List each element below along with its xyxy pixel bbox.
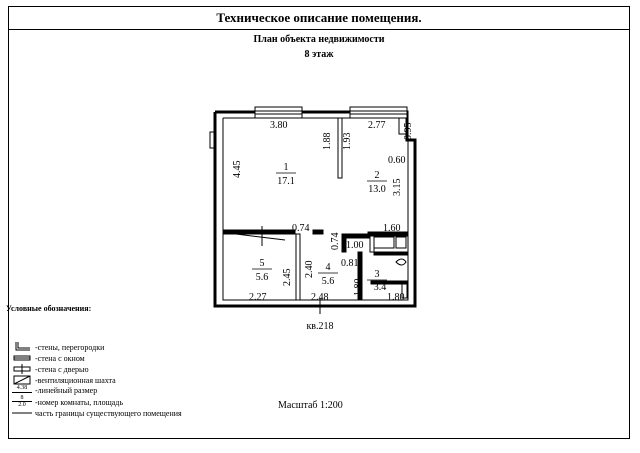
wall-icon — [12, 342, 32, 352]
room-5-area: 5.6 — [255, 272, 269, 283]
legend-item-room-number — [12, 395, 123, 409]
room-3-area: 3.4 — [373, 282, 387, 293]
dim-room2-width: 2.77 — [368, 120, 386, 131]
dim-opening-074-h: 0.74 — [292, 223, 310, 234]
legend-item-window — [12, 353, 85, 363]
legend-label-walls: -стены, перегородки — [35, 342, 105, 352]
dim-partition-193: 1.93 — [342, 132, 353, 150]
outer-walls — [215, 112, 415, 306]
room-2-number: 2 — [374, 170, 380, 181]
boundary-line-icon — [12, 408, 32, 418]
window-top-right — [350, 107, 407, 118]
window-wall-icon — [12, 353, 32, 363]
legend-label-window: -стена с окном — [35, 353, 85, 363]
dim-room1-height: 4.45 — [232, 160, 243, 178]
dim-room5-width: 2.27 — [249, 292, 267, 303]
dim-room2-height: 3.15 — [392, 178, 403, 196]
door-wall-icon — [12, 364, 32, 374]
room-4-number: 4 — [325, 262, 331, 273]
legend-label-room-number: -номер комнаты, площадь — [35, 397, 123, 407]
dim-partition-188: 1.88 — [322, 132, 333, 150]
room-2-area: 13.0 — [368, 184, 386, 195]
room-3-number: 3 — [374, 269, 380, 280]
dim-corner-095: 0.95 — [403, 122, 414, 140]
legend-label-boundary: часть границы существующего помещения — [35, 408, 182, 418]
legend-item-door — [12, 364, 89, 374]
room-4-area: 5.6 — [321, 276, 335, 287]
legend-title: Условные обозначения: — [6, 304, 92, 313]
floor-label: 8 этаж — [304, 49, 334, 60]
dim-opening-074-v: 0.74 — [330, 232, 341, 250]
dim-room5-height: 2.45 — [282, 268, 293, 286]
page-title: Техническое описание помещения. — [9, 7, 629, 30]
linear-dimension-icon: 4.38 — [12, 385, 32, 395]
partitions — [223, 118, 408, 300]
room-1-area: 17.1 — [277, 176, 295, 187]
dim-bath-100: 1.00 — [346, 240, 364, 251]
legend-item-vent — [12, 375, 116, 385]
vent-shaft-icon — [12, 375, 32, 385]
legend-item-boundary — [12, 408, 182, 418]
dim-corr-081: 0.81 — [341, 258, 359, 269]
legend-label-dimension: -линейный размер — [35, 385, 98, 395]
legend-item-dimension — [12, 385, 97, 395]
legend-label-vent: -вентиляционная шахта — [35, 375, 116, 385]
dim-room1-width: 3.80 — [270, 120, 288, 131]
room-number-icon: 8 2.0 — [12, 395, 32, 409]
room-5-number: 5 — [259, 258, 265, 269]
window-top-left — [255, 107, 302, 118]
apartment-label: кв.218 — [306, 321, 334, 332]
legend-label-door: -стена с дверью — [35, 364, 89, 374]
dim-room3-width: 1.80 — [387, 292, 405, 303]
dim-room4-height: 2.40 — [304, 260, 315, 278]
dim-room4-width: 2.48 — [311, 292, 329, 303]
room-1-number: 1 — [283, 162, 289, 173]
legend-item-walls — [12, 342, 104, 352]
dim-bath-160: 1.60 — [383, 223, 401, 234]
dim-corner-060: 0.60 — [388, 155, 406, 166]
plan-title: План объекта недвижимости — [253, 34, 385, 45]
scale-label: Масштаб 1:200 — [278, 400, 343, 411]
dim-room3-height: 1.80 — [353, 278, 364, 296]
door-room5 — [236, 226, 285, 246]
